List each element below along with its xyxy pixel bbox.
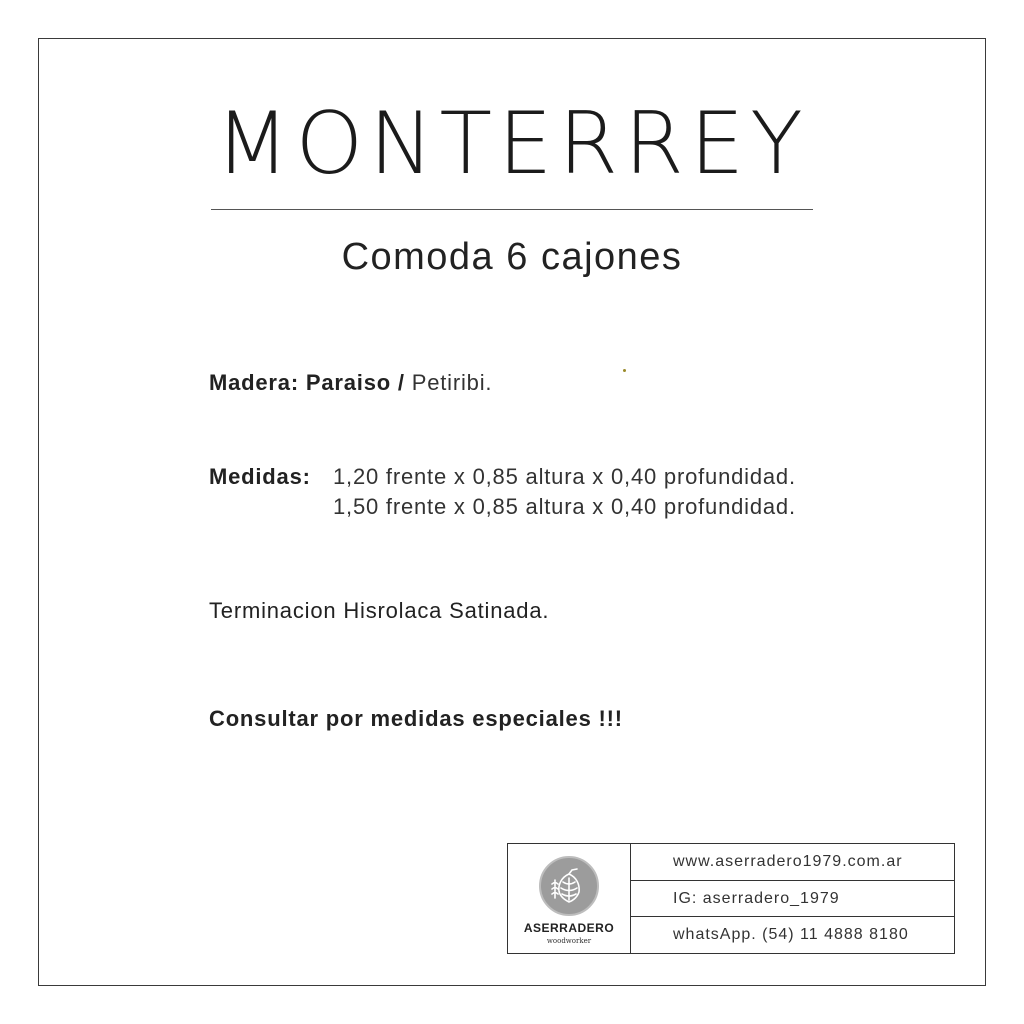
medidas-label: Medidas: (209, 464, 311, 489)
madera-line (209, 370, 492, 396)
website-link[interactable]: www.aserradero1979.com.ar (631, 844, 954, 881)
product-title: MONTERREY (215, 94, 809, 194)
brand-tagline: woodworker (546, 937, 592, 945)
product-subtitle: Comoda 6 cajones (341, 236, 683, 278)
madera-value-primary: Paraiso / (305, 370, 405, 395)
contact-box (507, 843, 955, 954)
contact-list (631, 844, 954, 953)
hop-logo-icon (539, 856, 599, 916)
instagram-handle[interactable]: IG: aserradero_1979 (631, 881, 954, 918)
brand-name: ASERRADERO (523, 921, 615, 935)
logo-cell (508, 844, 631, 953)
consultar-text: Consultar por medidas especiales !!! (209, 706, 623, 731)
madera-label: Madera: (209, 370, 299, 395)
medidas-value-2: 1,50 frente x 0,85 altura x 0,40 profundidad. (333, 494, 796, 519)
medidas-row-1 (209, 462, 796, 492)
terminacion-text: Terminacion Hisrolaca Satinada. (209, 598, 550, 623)
speck-mark (623, 369, 626, 372)
whatsapp-number[interactable]: whatsApp. (54) 11 4888 8180 (673, 926, 909, 944)
madera-value-secondary: Petiribi. (411, 370, 493, 395)
medidas-row-2 (209, 492, 796, 522)
medidas-value-1: 1,20 frente x 0,85 altura x 0,40 profundidad. (333, 464, 796, 489)
medidas-block (209, 462, 796, 522)
title-divider (211, 209, 813, 210)
